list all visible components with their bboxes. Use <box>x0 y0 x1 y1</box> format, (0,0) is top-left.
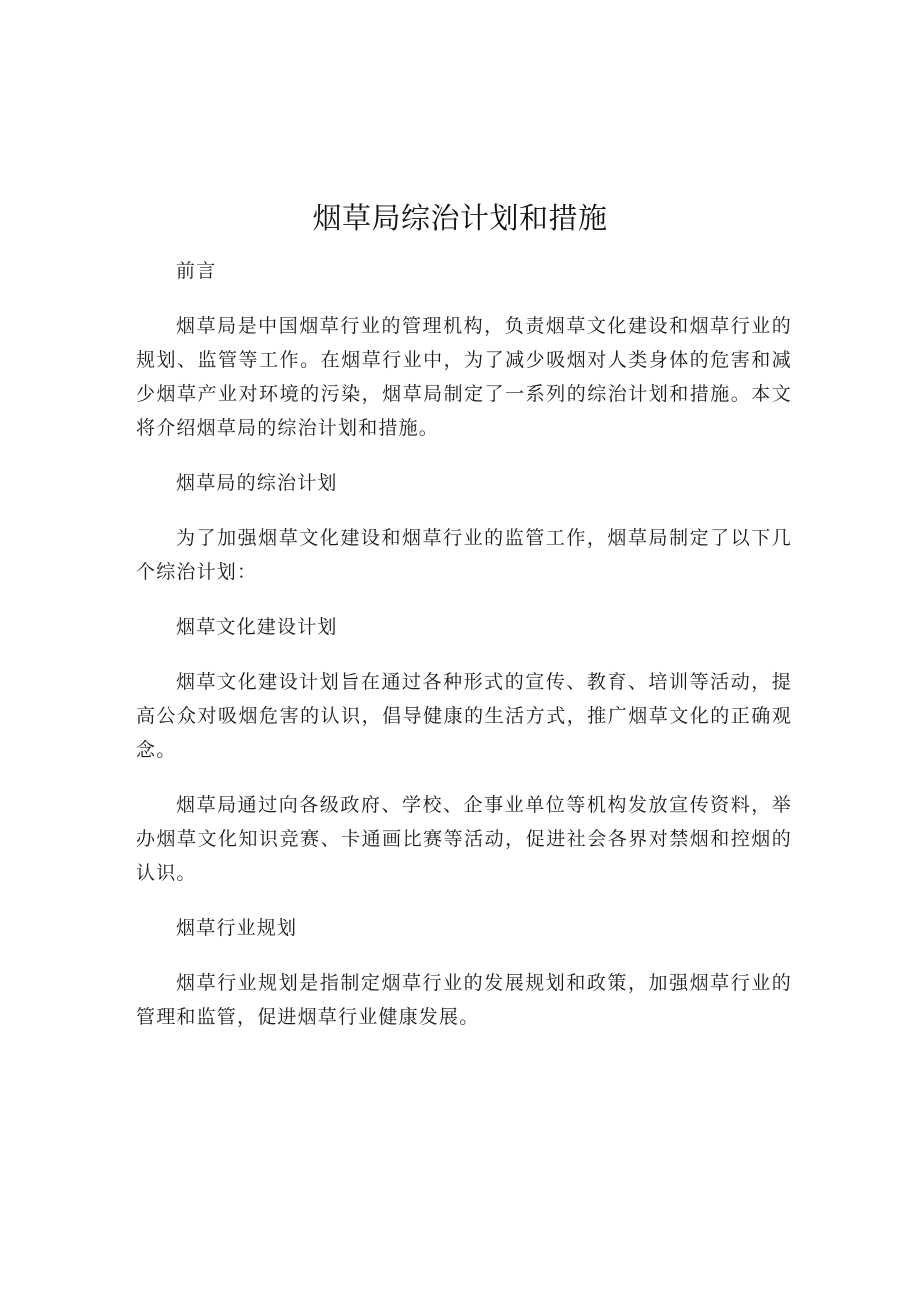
document-title: 烟草局综治计划和措施 <box>312 201 608 235</box>
paragraph-culture-activities: 烟草局通过向各级政府、学校、企事业单位等机构发放宣传资料，举办烟草文化知识竞赛、卡通画比赛等活动，促进社会各界对禁烟和控烟的认识。 <box>136 794 792 884</box>
section-heading-culture-plan: 烟草文化建设计划 <box>176 616 338 638</box>
paragraph-intro: 烟草局是中国烟草行业的管理机构，负责烟草文化建设和烟草行业的规划、监管等工作。在烟草行业中，为了减少吸烟对人类身体的危害和减少烟草产业对环境的污染，烟草局制定了一系列的综治计划和措施。本文将介绍烟草局的综治计划和措施。 <box>136 315 792 439</box>
document-body <box>136 254 792 1034</box>
paragraph-culture-plan: 烟草文化建设计划旨在通过各种形式的宣传、教育、培训等活动，提高公众对吸烟危害的认识，倡导健康的生活方式，推广烟草文化的正确观念。 <box>136 671 792 761</box>
paragraph-plans-intro: 为了加强烟草文化建设和烟草行业的监管工作，烟草局制定了以下几个综治计划： <box>136 527 792 583</box>
section-heading-plans: 烟草局的综治计划 <box>176 472 338 494</box>
paragraph-industry-plan: 烟草行业规划是指制定烟草行业的发展规划和政策，加强烟草行业的管理和监管，促进烟草行业健康发展。 <box>136 972 792 1028</box>
section-heading-preface: 前言 <box>176 260 217 282</box>
section-heading-industry-plan: 烟草行业规划 <box>176 917 298 939</box>
